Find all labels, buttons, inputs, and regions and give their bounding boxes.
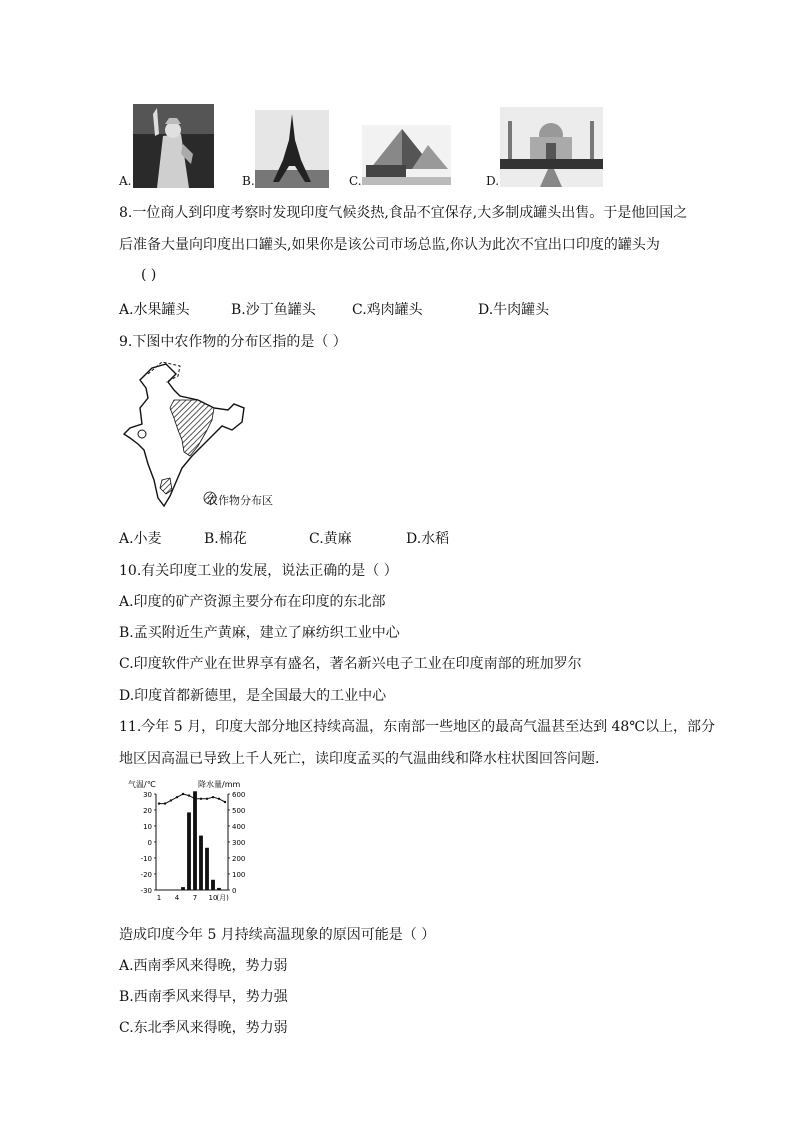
temperature-point-1: [158, 802, 160, 804]
precip-bar-6: [187, 812, 191, 890]
q11-option-b: B.西南季风来得早，势力强: [119, 989, 288, 1005]
left-tick-label: 0: [147, 839, 152, 847]
left-tick-label: -10: [140, 855, 152, 863]
q11-stem-line1: 11.今年 5 月，印度大部分地区持续高温，东南部一些地区的最高气温甚至达到 48℃以上，部分: [119, 719, 715, 735]
q7-option-d-letter: D.: [486, 174, 500, 188]
q8-stem-line2: 后准备大量向印度出口罐头,如果你是该公司市场总监,你认为此次不宜出口印度的罐头为: [119, 237, 660, 253]
q8-option-c: C.鸡肉罐头: [352, 302, 423, 318]
q9-stem: 9.下图中农作物的分布区指的是（ ）: [119, 334, 347, 350]
statue-of-liberty-photo: [133, 104, 214, 188]
x-tick-label: 7: [192, 894, 198, 902]
precip-bar-8: [199, 836, 203, 890]
q7-option-c-letter: C.: [349, 174, 362, 188]
right-axis-label: 降水量/mm: [198, 780, 241, 789]
right-tick-label: 400: [232, 823, 246, 831]
temperature-point-4: [176, 796, 178, 798]
q8-option-a: A.水果罐头: [119, 302, 190, 318]
q11-sub-stem: 造成印度今年 5 月持续高温现象的原因可能是（ ）: [119, 927, 436, 943]
precip-bar-7: [193, 791, 197, 890]
map-legend-label: 农作物分布区: [207, 494, 273, 507]
q9-option-c: C.黄麻: [309, 531, 352, 547]
q8-option-d: D.牛肉罐头: [478, 302, 550, 318]
q8-stem-line1: 8.一位商人到印度考察时发现印度气候炎热,食品不宜保存,大多制成罐头出售。于是他回国之: [119, 205, 688, 221]
q9-option-a: A.小麦: [119, 531, 162, 547]
temperature-point-12: [224, 801, 226, 803]
q8-answer-blank: ( ): [141, 267, 157, 283]
q10-option-a: A.印度的矿产资源主要分布在印度的东北部: [119, 594, 386, 610]
temperature-point-9: [206, 798, 208, 800]
right-tick-label: 100: [232, 871, 246, 879]
x-tick-label: 4: [174, 894, 180, 902]
left-tick-label: -20: [140, 871, 152, 879]
india-crop-map: [118, 360, 298, 512]
temperature-point-3: [170, 799, 172, 801]
q10-option-d: D.印度首都新德里，是全国最大的工业中心: [119, 688, 387, 704]
q11-option-a: A.西南季风来得晚，势力弱: [119, 958, 288, 974]
temperature-point-11: [218, 798, 220, 800]
left-tick-label: 10: [143, 823, 152, 831]
q10-option-c: C.印度软件产业在世界享有盛名，著名新兴电子工业在印度南部的班加罗尔: [119, 656, 582, 672]
q7-option-a-letter: A.: [119, 174, 132, 188]
q8-option-b: B.沙丁鱼罐头: [231, 302, 316, 318]
q9-option-b: B.棉花: [204, 531, 247, 547]
temperature-point-2: [164, 802, 166, 804]
q10-stem: 10.有关印度工业的发展，说法正确的是（ ）: [119, 563, 398, 579]
temperature-line: [159, 794, 225, 804]
q11-option-c: C.东北季风来得晚，势力弱: [119, 1020, 288, 1036]
precip-bar-10: [211, 880, 215, 890]
pyramids-sphinx-photo: [362, 125, 451, 185]
q9-option-d: D.水稻: [406, 531, 450, 547]
right-tick-label: 200: [232, 855, 246, 863]
eiffel-tower-photo: [255, 110, 329, 188]
temperature-point-10: [212, 796, 214, 798]
left-tick-label: 20: [143, 807, 152, 815]
mumbai-climate-chart: [126, 778, 256, 908]
precip-bar-5: [181, 887, 185, 890]
precip-bar-9: [205, 848, 209, 890]
temperature-point-6: [188, 794, 190, 796]
q10-option-b: B.孟买附近生产黄麻，建立了麻纺织工业中心: [119, 625, 400, 641]
q11-stem-line2: 地区因高温已导致上千人死亡，读印度孟买的气温曲线和降水柱状图回答问题.: [119, 751, 600, 767]
right-tick-label: 500: [232, 807, 246, 815]
left-tick-label: -30: [140, 887, 152, 895]
left-tick-label: 30: [143, 791, 152, 799]
precip-bar-11: [217, 888, 221, 890]
x-tick-label: 1: [156, 894, 162, 902]
q7-option-b-letter: B.: [242, 174, 255, 188]
right-tick-label: 0: [232, 887, 237, 895]
x-tick-label: (月): [216, 894, 229, 902]
x-tick-label: 10: [208, 894, 218, 902]
right-tick-label: 300: [232, 839, 246, 847]
temperature-point-7: [194, 798, 196, 800]
temperature-point-5: [182, 793, 184, 795]
temperature-point-8: [200, 798, 202, 800]
left-axis-label: 气温/℃: [128, 780, 156, 789]
taj-mahal-photo: [500, 107, 603, 187]
right-tick-label: 600: [232, 791, 246, 799]
